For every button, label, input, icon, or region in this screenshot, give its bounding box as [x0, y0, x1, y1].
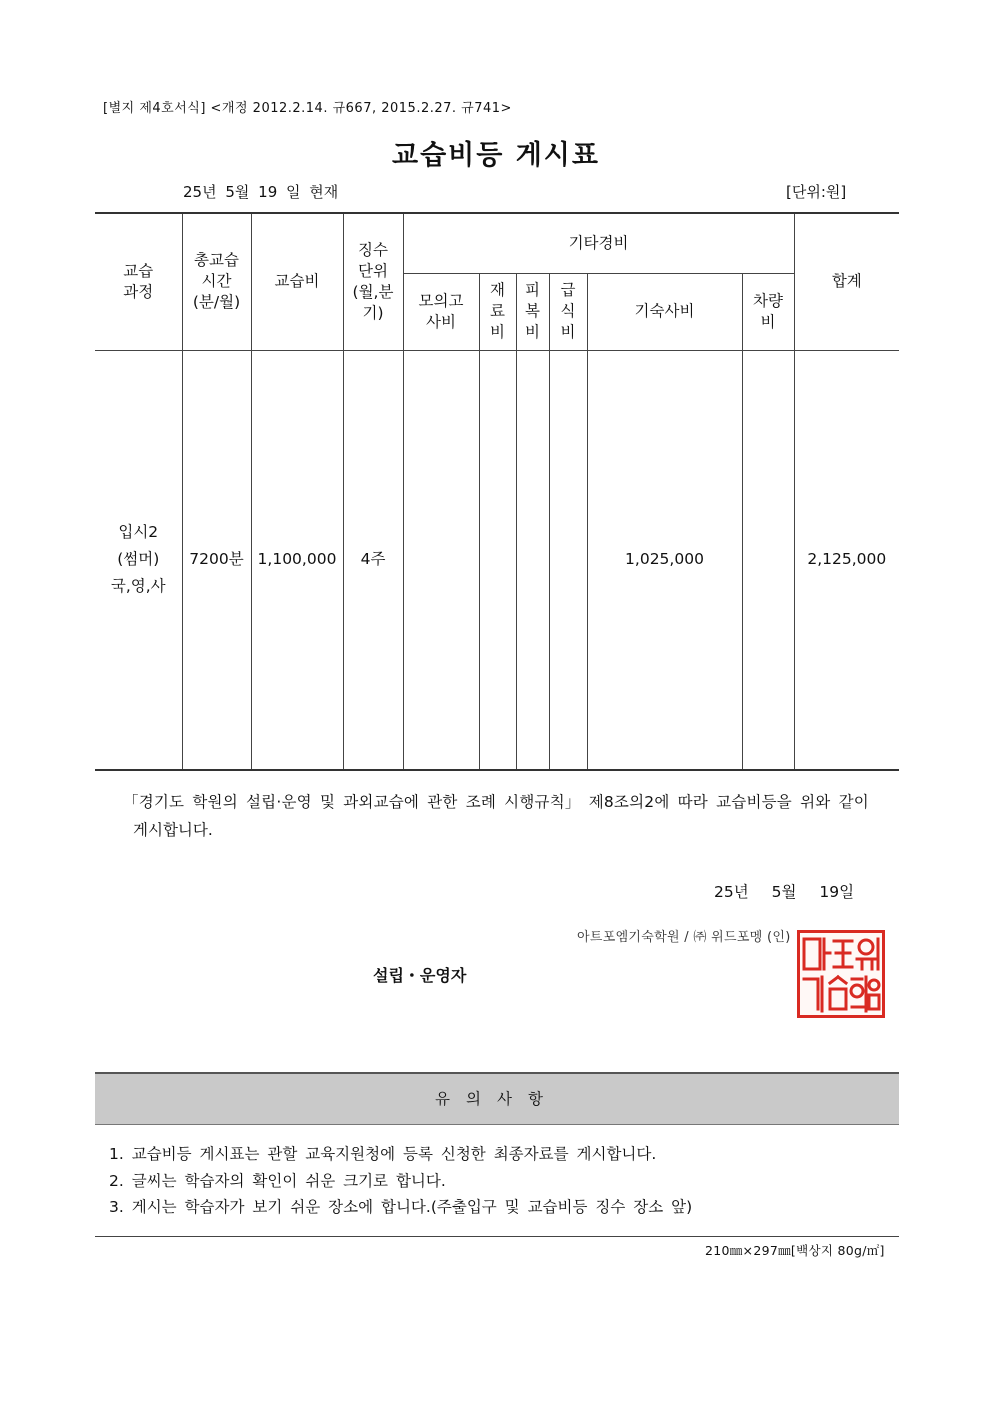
header-materials: 재료비: [479, 273, 516, 350]
header-total-hours: 총교습 시간 (분/월): [182, 213, 251, 350]
cell-tuition: 1,100,000: [251, 350, 343, 770]
cell-total-hours: 7200분: [182, 350, 251, 770]
header-collection-unit: 징수 단위 (월,분 기): [343, 213, 403, 350]
header-other-expenses: 기타경비: [403, 213, 794, 273]
cell-mock-exam: [403, 350, 479, 770]
header-mock-exam: 모의고 사비: [403, 273, 479, 350]
founder-label: 설립・운영자: [373, 966, 467, 985]
list-item: 1. 교습비등 게시표는 관할 교육지원청에 등록 신청한 최종자료를 게시합니다.: [109, 1145, 657, 1163]
tuition-fee-table: [95, 212, 899, 771]
posting-statement: [123, 788, 898, 844]
unit-label: [단위:원]: [786, 183, 847, 201]
notice-list: [109, 1141, 692, 1221]
header-tuition: 교습비: [251, 213, 343, 350]
academy-signature-line: 아트포엠기숙학원 / ㈜ 위드포멩 (인): [577, 930, 791, 945]
cell-meals: [549, 350, 587, 770]
seal-glyphs: [800, 933, 882, 1015]
cell-total: 2,125,000: [794, 350, 899, 770]
header-course: 교습 과정: [95, 213, 182, 350]
cell-uniform: [516, 350, 549, 770]
cell-vehicle: [742, 350, 794, 770]
header-uniform: 피복비: [516, 273, 549, 350]
posting-date: 25년 5월 19일: [714, 883, 855, 901]
header-vehicle: 차량 비: [742, 273, 794, 350]
cell-collection-unit: 4주: [343, 350, 403, 770]
header-dormitory: 기숙사비: [587, 273, 742, 350]
list-item: 2. 글씨는 학습자의 확인이 쉬운 크기로 합니다.: [109, 1171, 446, 1190]
header-total: 합계: [794, 213, 899, 350]
paper-size-note: 210㎜×297㎜[백상지 80g/㎡]: [705, 1243, 885, 1258]
official-seal-stamp: [797, 930, 885, 1018]
table-row: [95, 350, 899, 770]
notice-section-header: 유의사항: [95, 1072, 899, 1125]
page-title: 교습비등 게시표: [392, 140, 600, 171]
statement-line-1: 「경기도 학원의 설립·운영 및 과외교습에 관한 조례 시행규칙」 제8조의2에 따라 교습비등을 위와 같이: [123, 793, 869, 811]
cell-materials: [479, 350, 516, 770]
bottom-divider: [95, 1236, 899, 1237]
header-meals: 급식비: [549, 273, 587, 350]
statement-line-2: 게시합니다.: [133, 821, 213, 839]
cell-course: 입시2 (썸머) 국,영,사: [95, 350, 182, 770]
list-item: 3. 게시는 학습자가 보기 쉬운 장소에 합니다.(주출입구 및 교습비등 징수 장소 앞): [109, 1198, 693, 1216]
cell-dormitory: 1,025,000: [587, 350, 742, 770]
form-number-note: [별지 제4호서식] <개정 2012.2.14. 규667, 2015.2.27. 규741>: [103, 101, 512, 116]
as-of-date: 25년 5월 19 일 현재: [183, 183, 339, 201]
